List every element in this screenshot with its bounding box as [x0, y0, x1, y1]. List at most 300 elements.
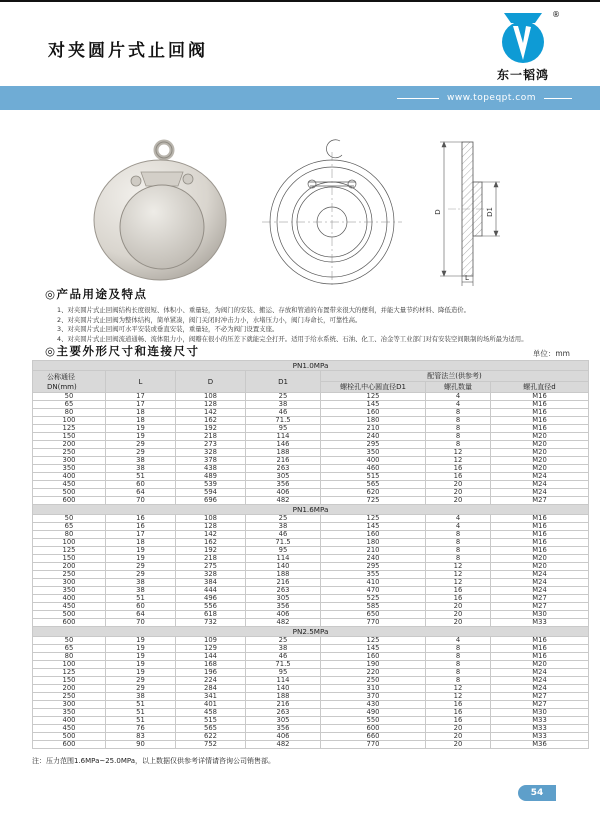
table-row	[33, 441, 589, 449]
table-cell: 8	[426, 409, 491, 417]
table-cell: 310	[321, 685, 426, 693]
table-cell: 80	[33, 531, 106, 539]
table-row	[33, 725, 589, 733]
table-cell: 250	[33, 693, 106, 701]
table-cell: 19	[106, 433, 176, 441]
table-cell: 38	[246, 401, 321, 409]
table-cell: 218	[176, 555, 246, 563]
table-cell: 8	[426, 547, 491, 555]
table-cell: 142	[176, 409, 246, 417]
table-cell: M24	[491, 481, 589, 489]
table-cell: 620	[321, 489, 426, 497]
table-row	[33, 425, 589, 433]
table-cell: 328	[176, 571, 246, 579]
table-cell: 71.5	[246, 417, 321, 425]
table-cell: 200	[33, 685, 106, 693]
table-cell: 16	[426, 465, 491, 473]
table-cell: 594	[176, 489, 246, 497]
table-cell: 188	[246, 571, 321, 579]
table-cell: 162	[176, 417, 246, 425]
table-cell: 370	[321, 693, 426, 701]
product-figures	[0, 128, 600, 286]
table-cell: 400	[33, 595, 106, 603]
table-cell: 142	[176, 531, 246, 539]
table-cell: 145	[321, 401, 426, 409]
table-cell: 622	[176, 733, 246, 741]
table-cell: 46	[246, 531, 321, 539]
table-cell: M24	[491, 579, 589, 587]
table-row	[33, 661, 589, 669]
table-cell: 500	[33, 611, 106, 619]
table-cell: M33	[491, 717, 589, 725]
table-cell: 460	[321, 465, 426, 473]
table-cell: M16	[491, 393, 589, 401]
table-cell: 160	[321, 531, 426, 539]
table-row	[33, 563, 589, 571]
table-cell: 585	[321, 603, 426, 611]
table-cell: M16	[491, 539, 589, 547]
table-cell: 38	[106, 579, 176, 587]
table-cell: 8	[426, 677, 491, 685]
hanging-ring	[156, 142, 172, 158]
table-cell: 125	[321, 515, 426, 523]
table-cell: 17	[106, 401, 176, 409]
banner-dash-right	[544, 98, 572, 99]
table-cell: 470	[321, 587, 426, 595]
table-cell: M30	[491, 709, 589, 717]
table-row	[33, 531, 589, 539]
table-cell: 95	[246, 669, 321, 677]
table-cell: 38	[246, 645, 321, 653]
table-cell: 430	[321, 701, 426, 709]
table-cell: M16	[491, 547, 589, 555]
table-cell: 18	[106, 417, 176, 425]
table-cell: 273	[176, 441, 246, 449]
table-cell: M20	[491, 555, 589, 563]
table-note: 注：压力范围1.6MPa~25.0MPa，以上数据仅供参考详情请咨询公司销售部。	[32, 757, 276, 765]
table-row	[33, 741, 589, 749]
features-section	[45, 286, 570, 344]
website-url: www.topeqpt.com	[447, 93, 536, 103]
table-cell: 145	[321, 645, 426, 653]
table-cell: 50	[33, 637, 106, 645]
table-cell: 46	[246, 409, 321, 417]
table-cell: 350	[33, 709, 106, 717]
table-cell: 19	[106, 669, 176, 677]
table-cell: 8	[426, 417, 491, 425]
table-row	[33, 465, 589, 473]
table-row	[33, 497, 589, 505]
table-cell: 125	[33, 669, 106, 677]
table-cell: M24	[491, 677, 589, 685]
table-cell: 550	[321, 717, 426, 725]
table-cell: 224	[176, 677, 246, 685]
table-cell: 140	[246, 685, 321, 693]
col-header-l: L	[106, 371, 176, 393]
dimensions-heading: ◎主要外形尺寸和连接尺寸	[45, 344, 200, 358]
table-cell: 8	[426, 441, 491, 449]
table-cell: 263	[246, 465, 321, 473]
table-cell: M20	[491, 465, 589, 473]
table-cell: 275	[176, 563, 246, 571]
table-cell: 19	[106, 653, 176, 661]
centerlines	[262, 152, 402, 288]
col-header-dn: 公称通径 DN(mm)	[33, 371, 106, 393]
table-cell: 18	[106, 539, 176, 547]
table-cell: 20	[426, 489, 491, 497]
table-cell: 406	[246, 611, 321, 619]
table-cell: 752	[176, 741, 246, 749]
table-cell: 29	[106, 441, 176, 449]
table-cell: 305	[246, 595, 321, 603]
table-cell: 696	[176, 497, 246, 505]
table-cell: M33	[491, 733, 589, 741]
table-cell: 216	[246, 579, 321, 587]
table-cell: 8	[426, 653, 491, 661]
table-cell: M20	[491, 449, 589, 457]
table-row	[33, 433, 589, 441]
table-cell: 140	[246, 563, 321, 571]
table-cell: 16	[426, 701, 491, 709]
website-banner	[0, 86, 600, 110]
table-cell: 4	[426, 393, 491, 401]
table-cell: 65	[33, 645, 106, 653]
table-cell: M16	[491, 653, 589, 661]
table-cell: 350	[33, 587, 106, 595]
table-row	[33, 579, 589, 587]
table-cell: 8	[426, 539, 491, 547]
table-cell: 500	[33, 733, 106, 741]
table-row	[33, 685, 589, 693]
table-cell: M20	[491, 441, 589, 449]
table-cell: 188	[246, 693, 321, 701]
table-cell: 29	[106, 677, 176, 685]
table-cell: 8	[426, 669, 491, 677]
table-cell: 19	[106, 555, 176, 563]
table-cell: 328	[176, 449, 246, 457]
table-cell: 500	[33, 489, 106, 497]
table-row	[33, 393, 589, 401]
table-cell: 450	[33, 603, 106, 611]
table-row	[33, 547, 589, 555]
table-cell: 450	[33, 481, 106, 489]
table-cell: 350	[321, 449, 426, 457]
table-cell: 16	[426, 709, 491, 717]
table-cell: 19	[106, 661, 176, 669]
table-cell: 80	[33, 653, 106, 661]
table-cell: 650	[321, 611, 426, 619]
table-cell: 400	[33, 717, 106, 725]
table-cell: 146	[246, 441, 321, 449]
table-row	[33, 677, 589, 685]
table-cell: M36	[491, 741, 589, 749]
table-cell: 29	[106, 563, 176, 571]
table-cell: 38	[246, 523, 321, 531]
table-cell: 168	[176, 661, 246, 669]
table-cell: 150	[33, 555, 106, 563]
table-cell: 150	[33, 433, 106, 441]
table-cell: 145	[321, 523, 426, 531]
table-cell: 108	[176, 515, 246, 523]
table-cell: M16	[491, 409, 589, 417]
table-cell: 660	[321, 733, 426, 741]
table-cell: 16	[106, 523, 176, 531]
table-cell: 71.5	[246, 539, 321, 547]
table-cell: 300	[33, 701, 106, 709]
table-cell: 515	[321, 473, 426, 481]
table-cell: M24	[491, 489, 589, 497]
pressure-band	[33, 361, 589, 371]
table-cell: M16	[491, 637, 589, 645]
table-cell: M20	[491, 457, 589, 465]
col-header-bolt-circle: 螺栓孔中心圆直径D1	[321, 382, 426, 393]
table-cell: 725	[321, 497, 426, 505]
unit-label: 单位：mm	[532, 349, 570, 358]
table-cell: 76	[106, 725, 176, 733]
table-cell: 180	[321, 417, 426, 425]
table-row	[33, 571, 589, 579]
table-cell: 295	[321, 441, 426, 449]
table-cell: 128	[176, 401, 246, 409]
table-cell: 450	[33, 725, 106, 733]
table-cell: 51	[106, 701, 176, 709]
table-row	[33, 653, 589, 661]
table-cell: 12	[426, 579, 491, 587]
table-cell: 401	[176, 701, 246, 709]
table-row	[33, 701, 589, 709]
table-cell: 12	[426, 449, 491, 457]
table-cell: 51	[106, 717, 176, 725]
table-cell: 482	[246, 497, 321, 505]
table-cell: 250	[33, 449, 106, 457]
table-cell: 16	[426, 473, 491, 481]
table-cell: 250	[33, 571, 106, 579]
table-cell: 18	[106, 409, 176, 417]
table-row	[33, 449, 589, 457]
table-row	[33, 669, 589, 677]
table-cell: 356	[246, 603, 321, 611]
table-cell: 482	[246, 741, 321, 749]
feature-item: 1、对夹圆片式止回阀结构长度很短、体积小、重量轻，为阀门的安装、搬运、存放和管道的布置带来很大的便利，并能大量节约材料、降低造价。	[57, 306, 471, 314]
brand-logo-icon	[496, 10, 550, 64]
table-cell: 350	[33, 465, 106, 473]
table-cell: 600	[33, 619, 106, 627]
table-cell: 216	[246, 457, 321, 465]
table-cell: 190	[321, 661, 426, 669]
table-cell: 20	[426, 725, 491, 733]
dimensions-table	[32, 360, 589, 749]
table-cell: 19	[106, 645, 176, 653]
table-cell: 16	[106, 515, 176, 523]
table-row	[33, 693, 589, 701]
table-cell: 38	[106, 457, 176, 465]
features-heading: ◎产品用途及特点	[45, 287, 148, 301]
table-cell: 600	[321, 725, 426, 733]
table-row	[33, 611, 589, 619]
table-cell: 17	[106, 531, 176, 539]
table-cell: 12	[426, 457, 491, 465]
table-cell: 38	[106, 693, 176, 701]
table-cell: 600	[33, 741, 106, 749]
table-cell: 128	[176, 523, 246, 531]
table-cell: 438	[176, 465, 246, 473]
table-cell: 160	[321, 653, 426, 661]
table-cell: 240	[321, 433, 426, 441]
table-cell: 770	[321, 741, 426, 749]
table-cell: 125	[321, 637, 426, 645]
table-cell: 12	[426, 571, 491, 579]
table-cell: 406	[246, 489, 321, 497]
table-cell: M20	[491, 661, 589, 669]
table-cell: M20	[491, 563, 589, 571]
dimensions-heading-row	[45, 343, 570, 359]
table-cell: 196	[176, 669, 246, 677]
table-row	[33, 457, 589, 465]
table-cell: 556	[176, 603, 246, 611]
table-cell: 46	[246, 653, 321, 661]
table-row	[33, 595, 589, 603]
table-cell: 8	[426, 555, 491, 563]
table-cell: M27	[491, 693, 589, 701]
feature-item: 2、对夹圆片式止回阀为整体结构，简单紧凑，阀门关闭时冲击力小，水堵压力小，阀门寿命长，可靠性高。	[57, 315, 362, 324]
table-cell: 356	[246, 481, 321, 489]
table-cell: 64	[106, 489, 176, 497]
table-cell: 16	[426, 587, 491, 595]
table-cell: M16	[491, 417, 589, 425]
table-cell: 770	[321, 619, 426, 627]
table-row	[33, 473, 589, 481]
table-row	[33, 709, 589, 717]
table-cell: 20	[426, 611, 491, 619]
table-row	[33, 481, 589, 489]
page-number-badge: 54	[518, 785, 556, 801]
table-row	[33, 717, 589, 725]
registered-mark: ®	[552, 10, 560, 19]
table-cell: 83	[106, 733, 176, 741]
table-cell: 65	[33, 523, 106, 531]
pressure-band	[33, 505, 589, 515]
pressure-label: PN2.5MPa	[33, 627, 589, 637]
dim-label-d1: D1	[486, 207, 494, 217]
table-cell: M27	[491, 497, 589, 505]
table-cell: 90	[106, 741, 176, 749]
table-cell: 539	[176, 481, 246, 489]
table-cell: 19	[106, 637, 176, 645]
table-cell: 384	[176, 579, 246, 587]
table-cell: 160	[321, 409, 426, 417]
table-cell: M16	[491, 531, 589, 539]
table-cell: M27	[491, 603, 589, 611]
table-cell: 188	[246, 449, 321, 457]
table-cell: 38	[106, 465, 176, 473]
valve-section-drawing	[418, 130, 514, 288]
table-cell: 356	[246, 725, 321, 733]
table-cell: 20	[426, 497, 491, 505]
col-header-hole-dia: 螺孔直径d	[491, 382, 589, 393]
valve-disc	[120, 185, 204, 269]
table-cell: M24	[491, 669, 589, 677]
table-cell: 125	[33, 425, 106, 433]
table-cell: 410	[321, 579, 426, 587]
table-cell: 180	[321, 539, 426, 547]
pressure-band	[33, 627, 589, 637]
table-cell: 100	[33, 539, 106, 547]
table-cell: 29	[106, 571, 176, 579]
table-cell: 300	[33, 457, 106, 465]
pressure-label: PN1.6MPa	[33, 505, 589, 515]
dim-label-l: L	[465, 274, 469, 282]
table-cell: M27	[491, 595, 589, 603]
table-cell: 192	[176, 425, 246, 433]
table-cell: 295	[321, 563, 426, 571]
table-cell: M33	[491, 619, 589, 627]
table-cell: 64	[106, 611, 176, 619]
table-cell: 114	[246, 433, 321, 441]
col-header-flange-group: 配管法兰(供参考)	[321, 371, 589, 382]
table-cell: 25	[246, 515, 321, 523]
table-cell: 732	[176, 619, 246, 627]
table-cell: 25	[246, 637, 321, 645]
table-cell: 100	[33, 661, 106, 669]
table-row	[33, 417, 589, 425]
table-cell: 51	[106, 595, 176, 603]
table-row	[33, 523, 589, 531]
table-cell: 263	[246, 709, 321, 717]
table-cell: 114	[246, 677, 321, 685]
table-row	[33, 409, 589, 417]
table-row	[33, 619, 589, 627]
table-cell: 20	[426, 603, 491, 611]
brand-logo-block	[488, 10, 558, 83]
table-cell: 565	[321, 481, 426, 489]
table-cell: 129	[176, 645, 246, 653]
hook-outline	[326, 140, 342, 158]
table-row	[33, 539, 589, 547]
table-cell: 51	[106, 473, 176, 481]
table-cell: 515	[176, 717, 246, 725]
table-row	[33, 603, 589, 611]
table-cell: 19	[106, 547, 176, 555]
table-cell: M16	[491, 515, 589, 523]
table-cell: 20	[426, 619, 491, 627]
table-cell: 400	[33, 473, 106, 481]
dim-label-d: D	[434, 209, 442, 215]
table-cell: M20	[491, 433, 589, 441]
table-cell: 25	[246, 393, 321, 401]
table-cell: M24	[491, 473, 589, 481]
table-cell: 525	[321, 595, 426, 603]
table-cell: 95	[246, 547, 321, 555]
table-cell: 565	[176, 725, 246, 733]
table-cell: 12	[426, 563, 491, 571]
table-cell: 458	[176, 709, 246, 717]
table-cell: 284	[176, 685, 246, 693]
table-cell: 305	[246, 717, 321, 725]
table-cell: 95	[246, 425, 321, 433]
table-cell: 4	[426, 523, 491, 531]
table-cell: 482	[246, 619, 321, 627]
pressure-label: PN1.0MPa	[33, 361, 589, 371]
table-row	[33, 515, 589, 523]
table-cell: 4	[426, 515, 491, 523]
table-cell: 400	[321, 457, 426, 465]
table-cell: 378	[176, 457, 246, 465]
table-cell: M27	[491, 701, 589, 709]
table-cell: 12	[426, 685, 491, 693]
table-cell: 355	[321, 571, 426, 579]
feature-item: 3、对夹圆片式止回阀可水平安装或垂直安装，重量轻，不必为阀门设置支座。	[57, 325, 279, 333]
table-cell: 114	[246, 555, 321, 563]
